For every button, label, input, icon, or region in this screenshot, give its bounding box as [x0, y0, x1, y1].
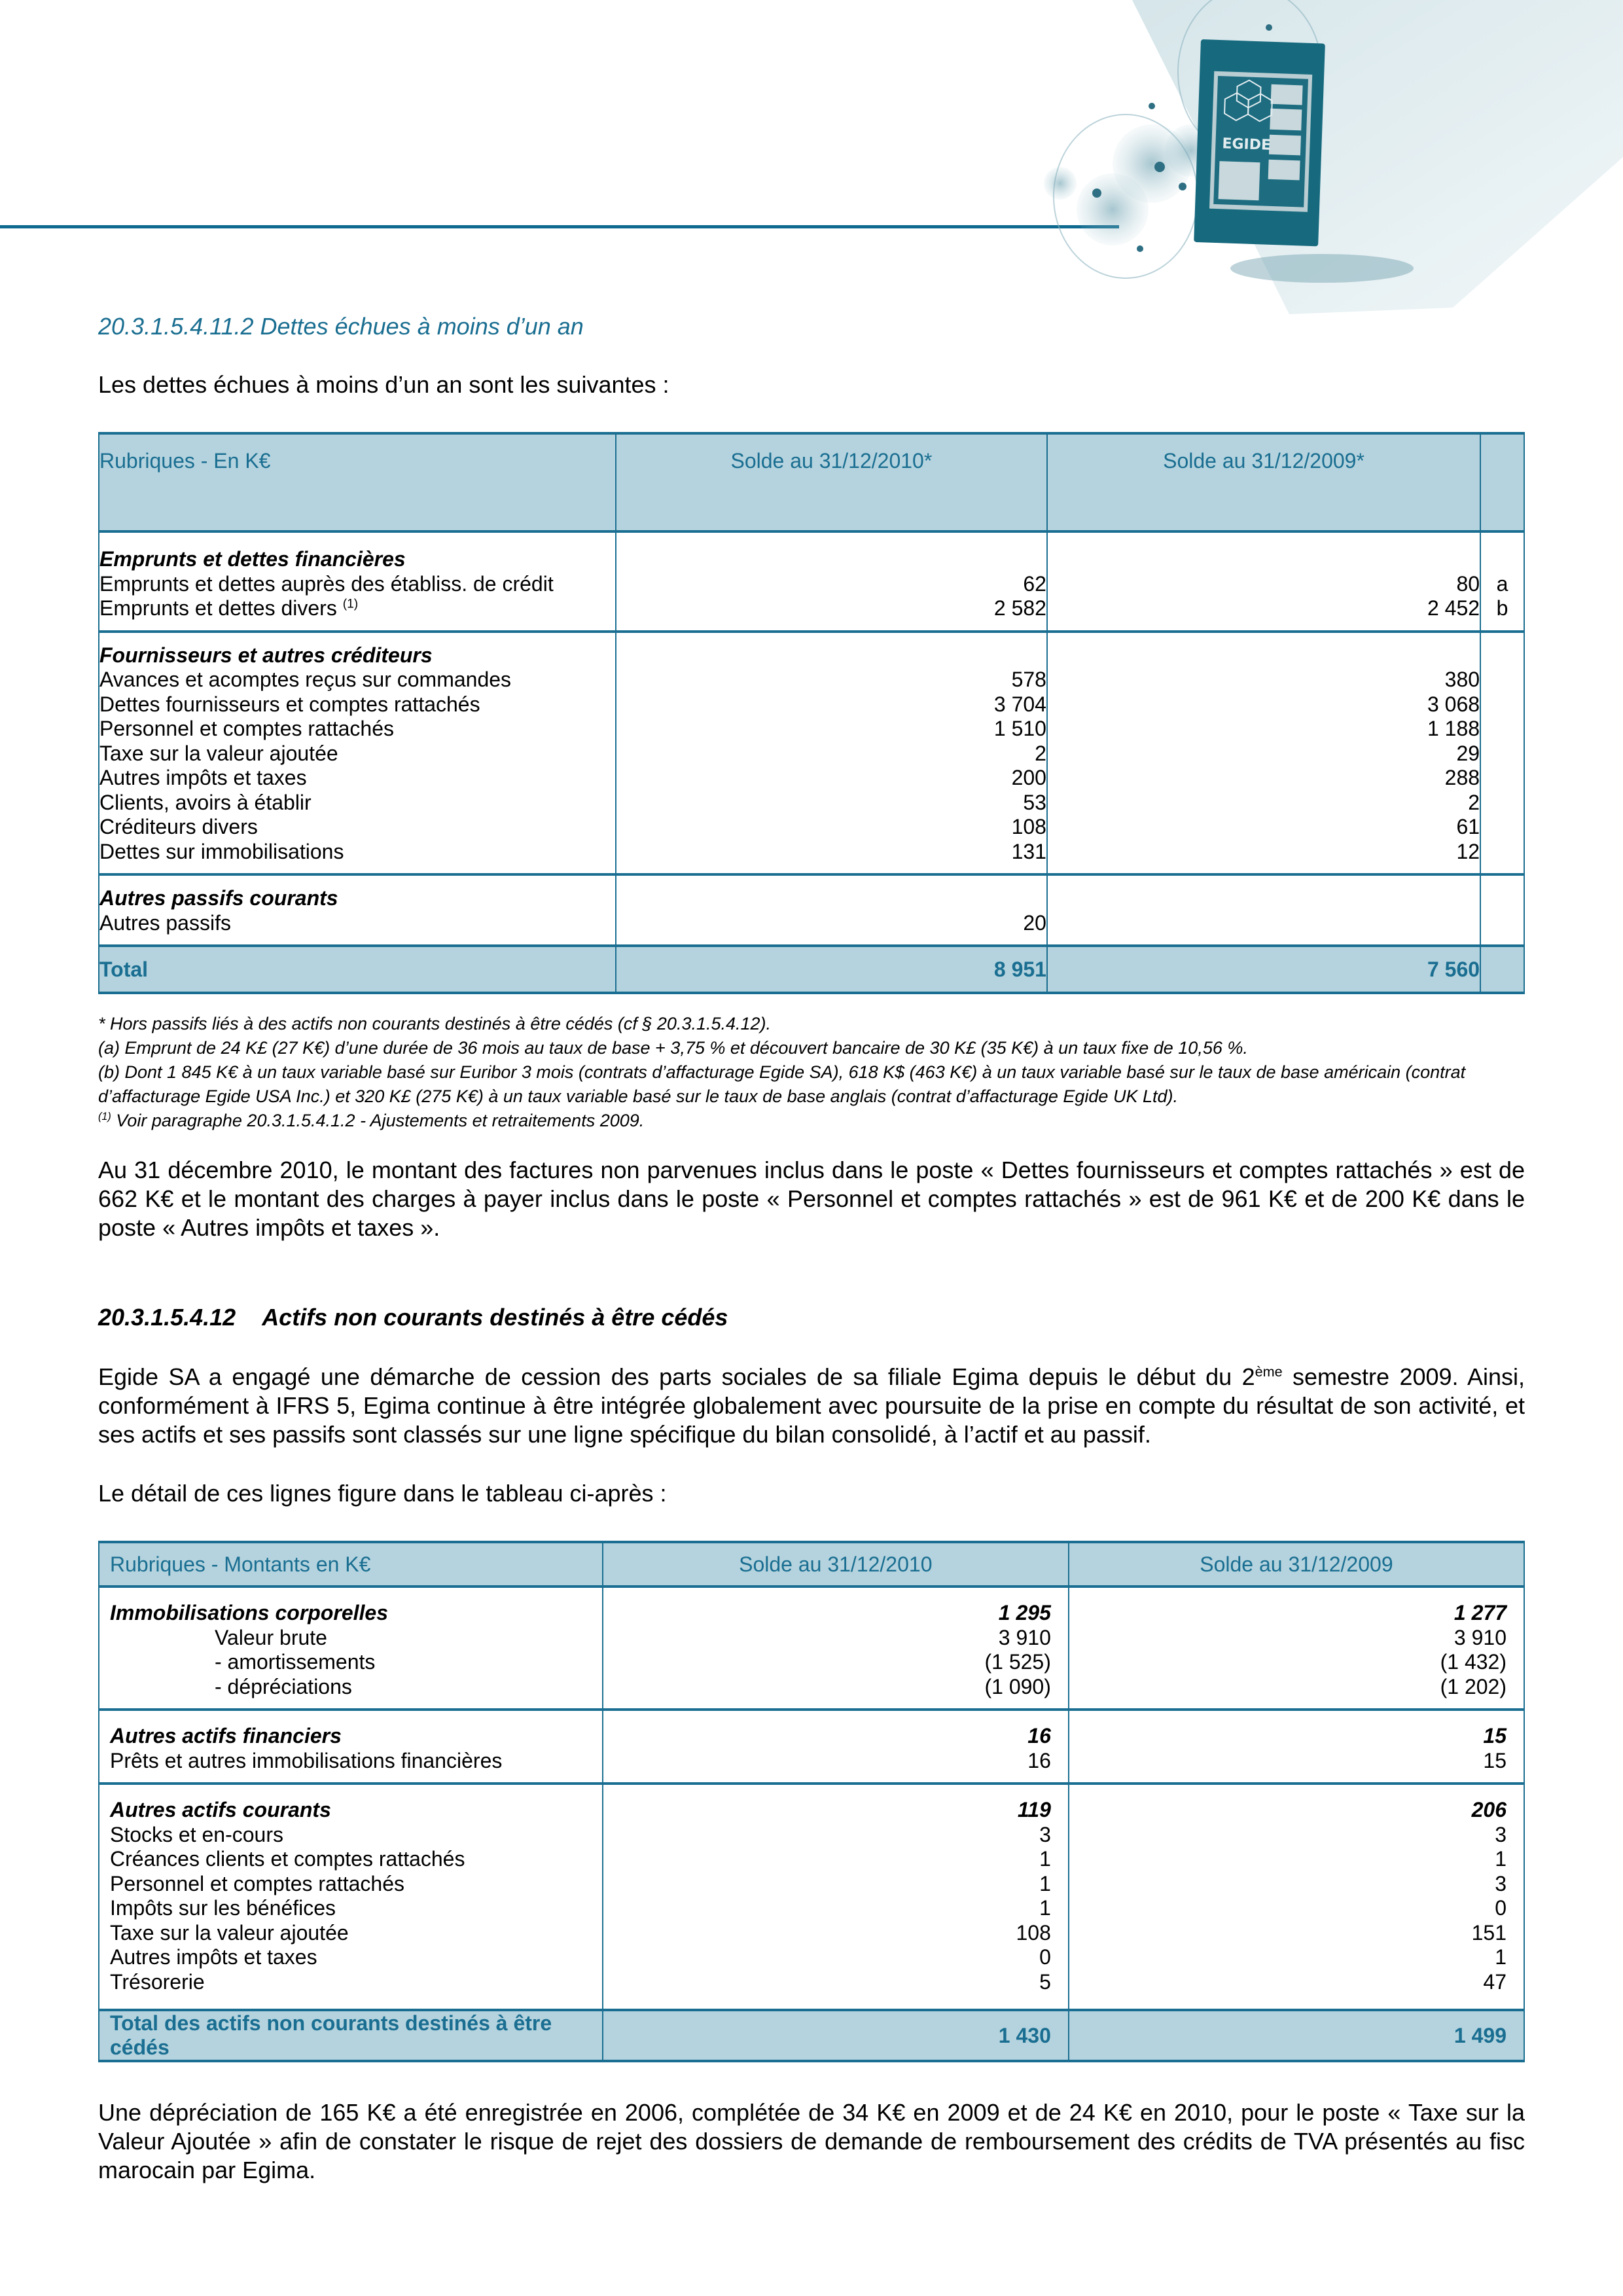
- factures-paragraph: Au 31 décembre 2010, le montant des factures non parvenues inclus dans le poste « Dettes fournisseurs et comptes rattachés » est de 662 K€ et le montant des charges à payer inclus dans le poste « Personnel et comptes rattachés » est de 961 K€ et de 200 K€ dans le poste « Autres impôts et taxes ».: [98, 1157, 1525, 1241]
- group-title: Autres passifs courants: [99, 886, 338, 910]
- value-2009: 80: [1456, 571, 1480, 596]
- value-2009: 15: [1483, 1748, 1507, 1772]
- value-2009: 288: [1444, 766, 1480, 789]
- table-group: [99, 1784, 1524, 2010]
- group-title: Fournisseurs et autres créditeurs: [99, 643, 433, 667]
- row-label: Valeur brute: [215, 1625, 327, 1649]
- group-title: Emprunts et dettes financières: [99, 547, 406, 571]
- value-2009: 1: [1495, 1847, 1507, 1871]
- value-2009: 61: [1456, 815, 1480, 838]
- value-2009: 2 452: [1427, 596, 1480, 620]
- detail-intro: Le détail de ces lignes figure dans le tableau ci-après :: [98, 1480, 667, 1507]
- footnote-a: (a) Emprunt de 24 K£ (27 K€) d’une durée de 36 mois au taux de base + 3,75 % et découvert bancaire de 30 K£ (35 K€) à un taux fixe de 10,56 %.: [98, 1038, 1248, 1058]
- depreciation-paragraph: Une dépréciation de 165 K€ a été enregistrée en 2006, complétée de 34 K€ en 2009 et de 24 K€ en 2010, pour le poste « Taxe sur la Valeur Ajoutée » afin de constater le risque de rejet des dossiers de demande de remboursement des crédits de TVA présentés au fisc marocain par Egima.: [98, 2099, 1525, 2183]
- value-2009: 29: [1456, 741, 1480, 765]
- row-label: Stocks et en-cours: [110, 1822, 283, 1846]
- group-total-2010: 16: [1027, 1724, 1051, 1748]
- row-label: - amortissements: [215, 1650, 376, 1674]
- col-header-rubriques: Rubriques - Montants en K€: [99, 1542, 603, 1587]
- total-2009: 7 560: [1047, 946, 1480, 993]
- row-label: Trésorerie: [110, 1969, 205, 1994]
- value-2009: 2: [1468, 790, 1480, 814]
- row-label: Personnel et comptes rattachés: [99, 717, 395, 740]
- group-total-2009: 206: [1471, 1798, 1507, 1821]
- value-2009: (1 202): [1440, 1674, 1507, 1698]
- total-row: [99, 2010, 1524, 2061]
- value-2010: 62: [1023, 571, 1046, 596]
- col-header-2010: Solde au 31/12/2010*: [616, 433, 1047, 531]
- row-label: Autres passifs: [99, 910, 231, 935]
- value-2010: 2: [1035, 741, 1046, 765]
- value-2009: 151: [1471, 1920, 1507, 1945]
- value-2010: 108: [1011, 815, 1046, 838]
- debts-table: [98, 432, 1525, 994]
- row-label: Créditeurs divers: [99, 815, 258, 838]
- footnote-star: * Hors passifs liés à des actifs non courants destinés à être cédés (cf § 20.3.1.5.4.12).: [98, 1014, 772, 1033]
- col-header-note: [1480, 433, 1524, 531]
- row-label: - dépréciations: [215, 1674, 352, 1698]
- egide-chip-illustration: [1034, 0, 1623, 314]
- section-title-dettes: 20.3.1.5.4.11.2 Dettes échues à moins d’un an: [98, 313, 584, 340]
- value-2009: (1 432): [1440, 1650, 1507, 1674]
- value-2009: 47: [1483, 1969, 1507, 1994]
- value-2010: 0: [1039, 1945, 1051, 1969]
- group-title: Autres actifs courants: [110, 1798, 331, 1821]
- col-header-2010: Solde au 31/12/2010: [603, 1542, 1069, 1587]
- value-2010: 131: [1011, 839, 1046, 863]
- row-label: Créances clients et comptes rattachés: [110, 1847, 465, 1871]
- value-2010: 5: [1039, 1969, 1051, 1994]
- value-2009: 1 188: [1427, 717, 1480, 740]
- total-2010: 8 951: [616, 946, 1047, 993]
- section-title-actifs: 20.3.1.5.4.12 Actifs non courants destinés à être cédés: [98, 1304, 728, 1331]
- row-label: Prêts et autres immobilisations financières: [110, 1748, 503, 1772]
- value-2010: 1: [1039, 1871, 1051, 1895]
- row-label: Taxe sur la valeur ajoutée: [99, 741, 338, 765]
- table-group: [99, 632, 1524, 875]
- value-2010: 108: [1016, 1920, 1051, 1945]
- group-total-2010: 119: [1017, 1798, 1051, 1821]
- row-label: Impôts sur les bénéfices: [110, 1896, 336, 1920]
- row-label: Taxe sur la valeur ajoutée: [110, 1920, 349, 1945]
- table-group: [99, 874, 1524, 946]
- col-header-2009: Solde au 31/12/2009: [1069, 1542, 1524, 1587]
- value-2010: 20: [1023, 910, 1046, 935]
- group-total-2009: 15: [1483, 1724, 1507, 1748]
- value-2009: 3: [1495, 1822, 1507, 1846]
- col-header-2009: Solde au 31/12/2009*: [1047, 433, 1480, 531]
- row-label: Autres impôts et taxes: [99, 766, 307, 789]
- row-label: Avances et acomptes reçus sur commandes: [99, 668, 512, 691]
- group-title: Immobilisations corporelles: [110, 1601, 388, 1624]
- total-2009: 1 499: [1069, 2010, 1524, 2061]
- table-footnotes: [98, 1012, 1525, 1133]
- value-2010: 53: [1023, 790, 1046, 814]
- value-2010: 1: [1039, 1896, 1051, 1920]
- value-2010: 3 910: [998, 1625, 1051, 1649]
- table-group: [99, 1710, 1524, 1784]
- value-2010: 16: [1027, 1748, 1051, 1772]
- value-2010: 2 582: [993, 596, 1046, 620]
- note-ref: a: [1496, 571, 1508, 596]
- value-2009: 0: [1495, 1896, 1507, 1920]
- value-2010: 200: [1011, 766, 1046, 789]
- value-2009: 3: [1495, 1871, 1507, 1895]
- total-row: [99, 946, 1524, 993]
- value-2009: [1048, 911, 1480, 936]
- table-group: [99, 531, 1524, 632]
- assets-table: [98, 1541, 1525, 2062]
- row-label: Dettes sur immobilisations: [99, 839, 344, 863]
- table-group: [99, 1587, 1524, 1710]
- group-title: Autres actifs financiers: [110, 1724, 342, 1748]
- value-2010: 578: [1011, 668, 1046, 691]
- row-label: Dettes fournisseurs et comptes rattachés: [99, 692, 480, 716]
- value-2009: 380: [1444, 668, 1480, 691]
- row-label: Emprunts et dettes auprès des établiss. de crédit: [99, 571, 554, 596]
- value-2010: (1 525): [984, 1650, 1051, 1674]
- value-2009: 12: [1456, 839, 1480, 863]
- row-label: Emprunts et dettes divers $^{(1)}$: [99, 596, 359, 620]
- header-rule: [0, 225, 1119, 228]
- group-total-2009: 1 277: [1454, 1601, 1507, 1624]
- value-2010: 1 510: [993, 717, 1046, 740]
- cession-paragraph: Egide SA a engagé une démarche de cession des parts sociales de sa filiale Egima depuis le début du 2ème semestre 2009. Ainsi, conformément à IFRS 5, Egima continue à être intégrée globalement avec poursuite de la prise en compte du résultat de son activité, et ses actifs et ses passifs sont classés sur une ligne spécifique du bilan consolidé, à l’actif et au passif.: [98, 1363, 1525, 1448]
- value-2010: 3: [1039, 1822, 1051, 1846]
- value-2010: 3 704: [993, 692, 1046, 716]
- value-2009: 1: [1495, 1945, 1507, 1969]
- value-2010: 1: [1039, 1847, 1051, 1871]
- footnote-1: $^{(1)}$ Voir paragraphe 20.3.1.5.4.1.2 - Ajustements et retraitements 2009.: [98, 1111, 645, 1130]
- total-label: Total: [99, 946, 616, 993]
- total-2010: 1 430: [603, 2010, 1069, 2061]
- col-header-rubriques: Rubriques - En K€: [99, 433, 616, 531]
- row-label: Clients, avoirs à établir: [99, 790, 312, 814]
- svg-text:EGIDE: EGIDE: [1222, 135, 1272, 154]
- group-total-2010: 1 295: [998, 1601, 1051, 1624]
- value-2009: 3 910: [1454, 1625, 1507, 1649]
- value-2009: 3 068: [1427, 692, 1480, 716]
- note-ref: b: [1496, 596, 1508, 620]
- value-2010: (1 090): [984, 1674, 1051, 1698]
- row-label: Personnel et comptes rattachés: [110, 1871, 405, 1895]
- row-label: Autres impôts et taxes: [110, 1945, 317, 1969]
- total-label: Total des actifs non courants destinés à être cédés: [99, 2010, 603, 2061]
- footnote-b: (b) Dont 1 845 K€ à un taux variable basé sur Euribor 3 mois (contrats d’affacturage Egide SA), 618 K$ (463 K€) à un taux variable basé sur le taux de base américain (contrat d’affacturage Egide USA Inc.) et 320 K£ (275 K€) à un taux variable basé sur le taux de base anglais (contrat d’affacturage Egide UK Ltd).: [98, 1062, 1466, 1106]
- intro-text: Les dettes échues à moins d’un an sont les suivantes :: [98, 371, 669, 398]
